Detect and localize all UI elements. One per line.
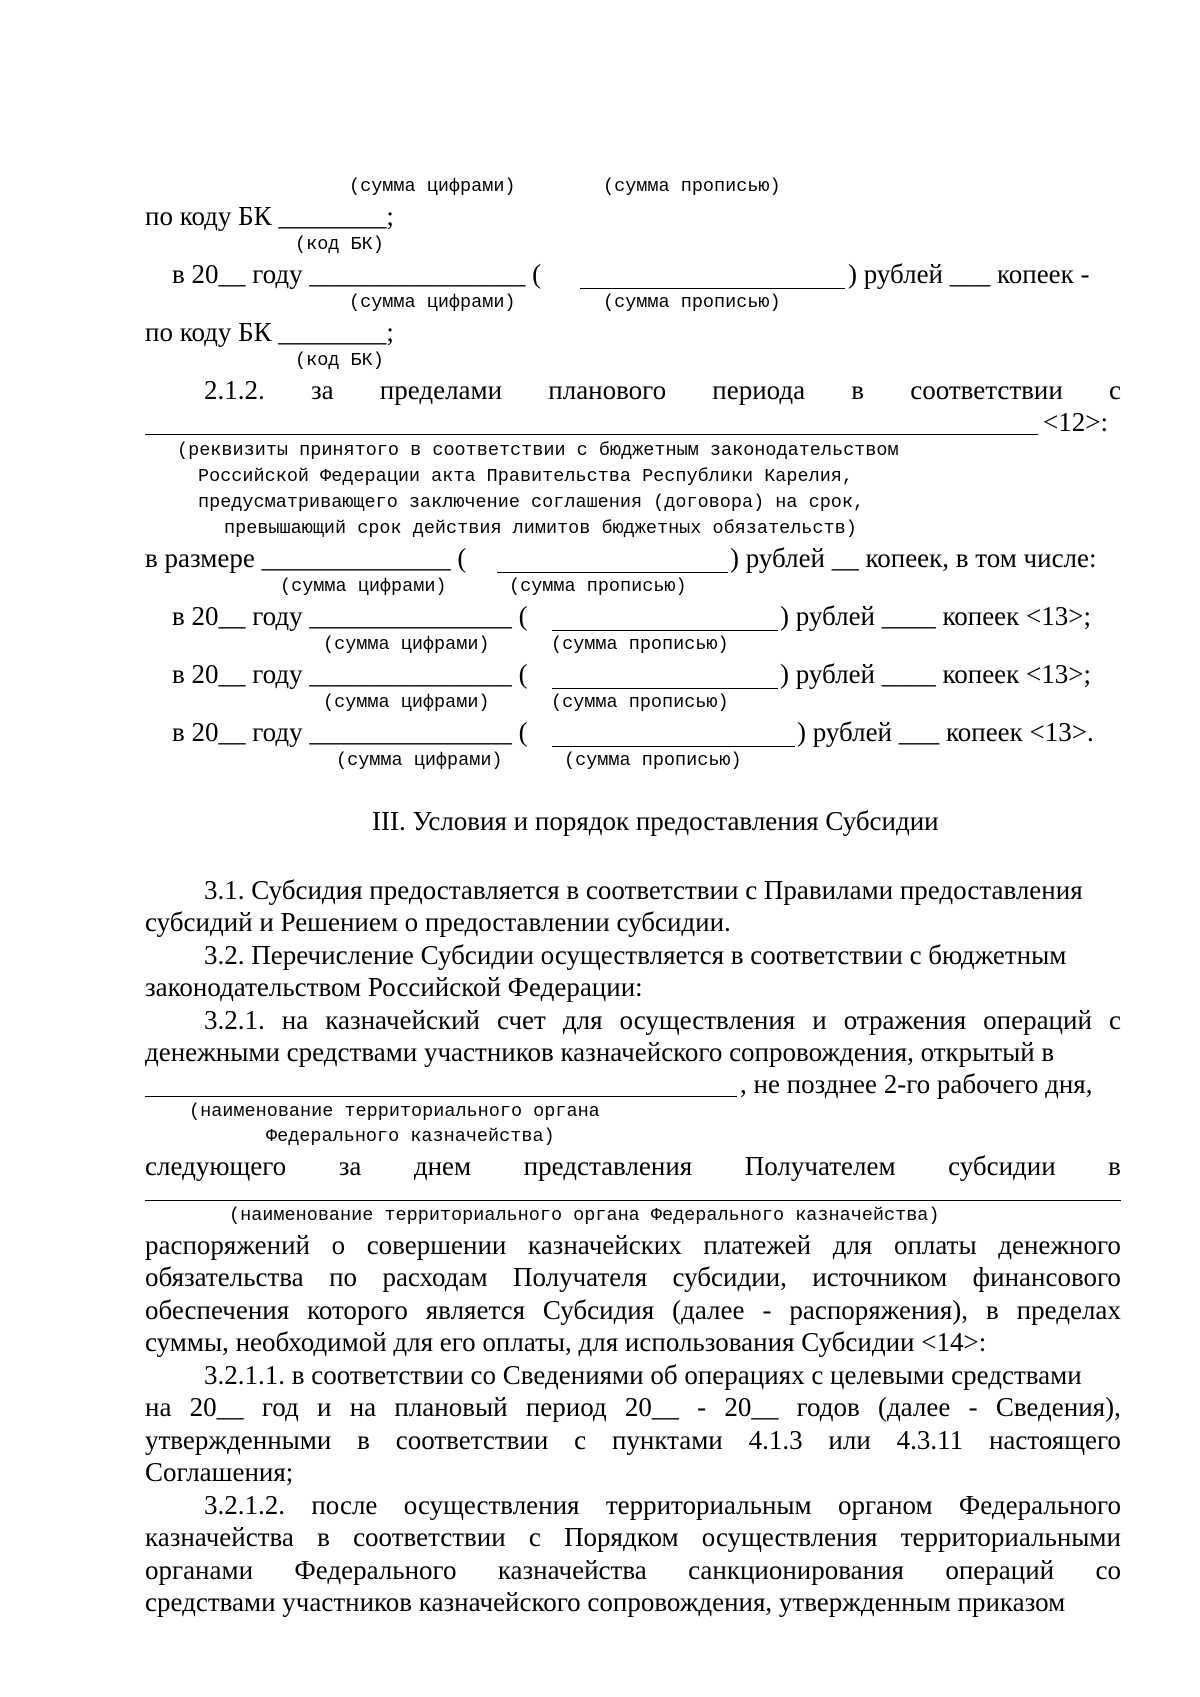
paragraph-3-2-1-line: , не позднее 2-го рабочего дня, [740, 1069, 1093, 1099]
hint-sum-digits: (сумма цифрами) [336, 750, 503, 771]
hint-sum-digits: (сумма цифрами) [323, 692, 490, 713]
hint-treasury-body: Федерального казначейства) [266, 1126, 555, 1147]
year-line-b3-start: в 20__ году _______________ ( [172, 717, 528, 747]
hint-sum-words: (сумма прописью) [603, 292, 781, 313]
blank-sum-words [552, 630, 778, 631]
hint-requisites: предусматривающего заключение соглашения (договора) на срок, [198, 492, 865, 513]
amount-line-start: в размере ______________ ( [145, 543, 467, 573]
paragraph-3-2-1-1-line: 3.2.1.1. в соответствии со Сведениями об операциях с целевыми средствами [204, 1360, 1082, 1390]
blank-act-requisites [145, 434, 1038, 435]
paragraph-3-2-1-1-line: на 20__ год и на плановый период 20__ - 20__ годов (далее - Сведения), [145, 1392, 1121, 1422]
section-title: III. Условия и порядок предоставления Субсидии [372, 806, 939, 836]
blank-treasury-body [145, 1096, 737, 1097]
year-line-b3-end: ) рублей ___ копеек <13>. [797, 717, 1094, 747]
paragraph-3-2-1-line: обязательства по расходам Получателя субсидии, источником финансового [145, 1262, 1121, 1292]
paragraph-3-2-1-1-line: утвержденными в соответствии с пунктами 4.1.3 или 4.3.11 настоящего [145, 1425, 1121, 1455]
bk-code-line: по коду БК ________; [145, 317, 394, 347]
hint-sum-words: (сумма прописью) [564, 750, 742, 771]
hint-sum-digits: (сумма цифрами) [280, 576, 447, 597]
hint-sum-words: (сумма прописью) [551, 634, 729, 655]
paragraph-3-2-1-2-line: 3.2.1.2. после осуществления территориальным органом Федерального [204, 1490, 1121, 1520]
hint-sum-digits: (сумма цифрами) [323, 634, 490, 655]
paragraph-3-2-1-line: следующего за днем представления Получателем субсидии в [145, 1151, 1121, 1181]
hint-sum-words: (сумма прописью) [603, 176, 781, 197]
hint-sum-words: (сумма прописью) [551, 692, 729, 713]
blank-sum-words [552, 746, 795, 747]
hint-requisites: (реквизиты принятого в соответствии с бюджетным законодательством [177, 440, 899, 461]
paragraph-3-1-line: 3.1. Субсидия предоставляется в соответствии с Правилами предоставления [204, 875, 1083, 905]
hint-sum-words: (сумма прописью) [509, 576, 687, 597]
paragraph-3-2-1-line: 3.2.1. на казначейский счет для осуществления и отражения операций с [204, 1005, 1121, 1035]
year-line-a-start: в 20__ году ________________ ( [172, 259, 542, 289]
hint-bk-code: (код БК) [295, 350, 384, 371]
blank-sum-words [497, 572, 728, 573]
paragraph-3-2-1-line: денежными средствами участников казначейского сопровождения, открытый в [145, 1037, 1055, 1067]
paragraph-3-2-1-line: суммы, необходимой для его оплаты, для использования Субсидии <14>: [145, 1327, 987, 1357]
hint-sum-digits: (сумма цифрами) [349, 292, 516, 313]
paragraph-3-2-1-line: распоряжений о совершении казначейских платежей для оплаты денежного [145, 1230, 1121, 1260]
bk-code-line: по коду БК ________; [145, 201, 394, 231]
paragraph-3-2-1-line: обеспечения которого является Субсидия (далее - распоряжения), в пределах [145, 1295, 1121, 1325]
paragraph-3-2-1-2-line: органами Федерального казначейства санкционирования операций со [145, 1555, 1121, 1585]
paragraph-3-1-line: субсидий и Решением о предоставлении субсидии. [145, 907, 731, 937]
year-line-b1-start: в 20__ году _______________ ( [172, 601, 528, 631]
paragraph-3-2-line: законодательством Российской Федерации: [145, 972, 643, 1002]
year-line-a-end: ) рублей ___ копеек - [848, 259, 1090, 289]
paragraph-3-2-line: 3.2. Перечисление Субсидии осуществляется в соответствии с бюджетным [204, 940, 1067, 970]
blank-sum-words [552, 688, 778, 689]
year-line-b1-end: ) рублей ____ копеек <13>; [780, 601, 1091, 631]
paragraph-3-2-1-2-line: казначейства в соответствии с Порядком осуществления территориальными [145, 1522, 1121, 1552]
hint-requisites: Российской Федерации акта Правительства Республики Карелия, [198, 466, 854, 487]
hint-sum-digits: (сумма цифрами) [349, 176, 516, 197]
hint-treasury-body-full: (наименование территориального органа Федерального казначейства) [229, 1205, 940, 1226]
hint-treasury-body: (наименование территориального органа [189, 1101, 600, 1122]
paragraph-3-2-1-2-line: средствами участников казначейского сопровождения, утвержденным приказом [145, 1587, 1066, 1617]
footnote-ref-12: <12>: [1043, 407, 1108, 437]
amount-line-end: ) рублей __ копеек, в том числе: [730, 543, 1097, 573]
paragraph-2-1-2: 2.1.2. за пределами планового периода в соответствии с [204, 375, 1121, 405]
blank-treasury-body [145, 1200, 1121, 1201]
hint-bk-code: (код БК) [295, 234, 384, 255]
hint-requisites: превышающий срок действия лимитов бюджетных обязательств) [224, 518, 857, 539]
year-line-b2-end: ) рублей ____ копеек <13>; [780, 659, 1091, 689]
blank-sum-words [580, 288, 845, 289]
year-line-b2-start: в 20__ году _______________ ( [172, 659, 528, 689]
paragraph-3-2-1-1-line: Соглашения; [145, 1457, 294, 1487]
